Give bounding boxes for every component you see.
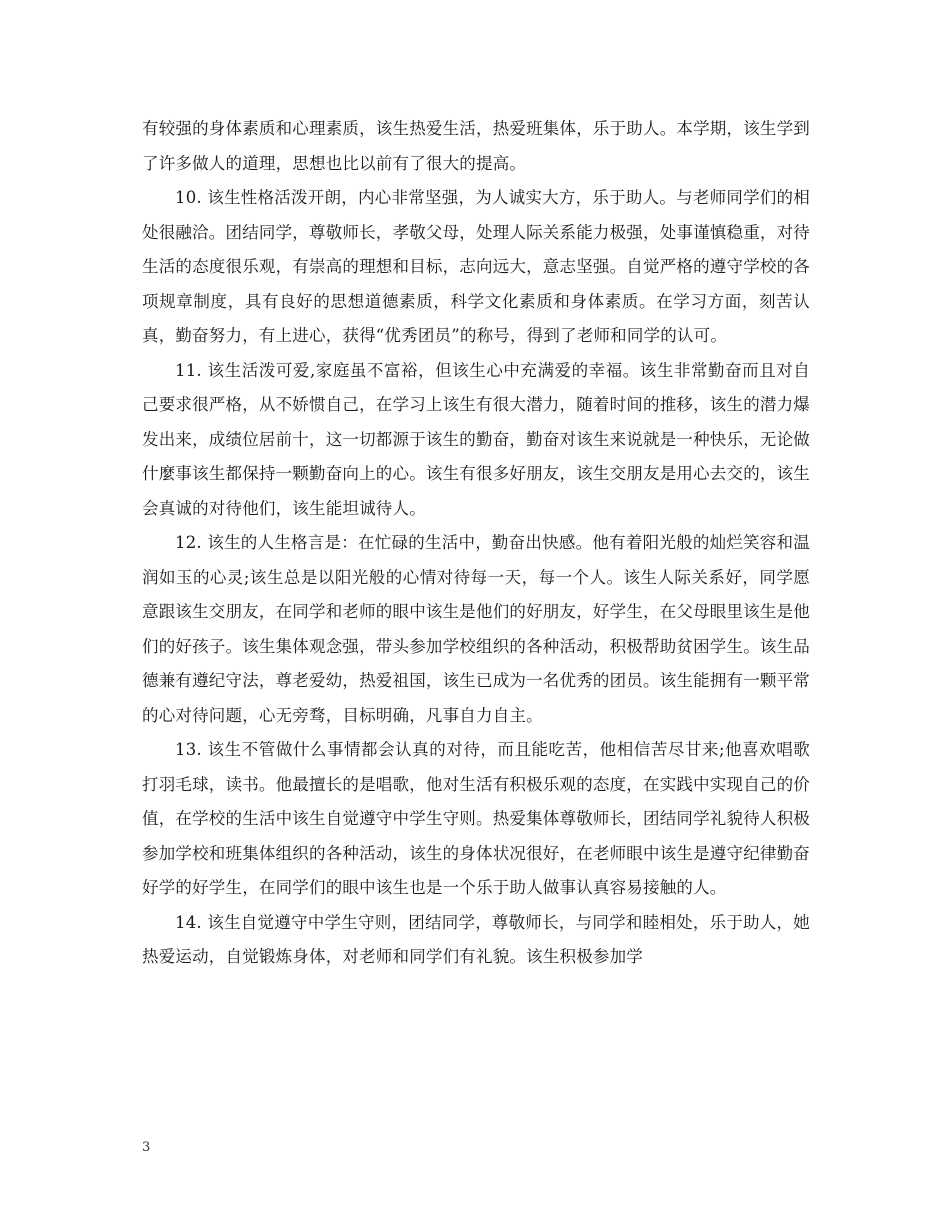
- document-body: [142, 112, 810, 975]
- paragraph-item-14: 14. 该生自觉遵守中学生守则，团结同学，尊敬师长，与同学和睦相处，乐于助人，她热爱运动，自觉锻炼身体，对老师和同学们有礼貌。该生积极参加学: [142, 912, 810, 966]
- paragraph-item-12: 12. 该生的人生格言是：在忙碌的生活中，勤奋出快感。他有着阳光般的灿烂笑容和温润如玉的心灵;该生总是以阳光般的心情对待每一天，每一个人。该生人际关系好，同学愿意跟该生交朋友，在同学和老师的眼中该生是他们的好朋友，好学生，在父母眼里该生是他们的好孩子。该生集体观念强，带头参加学校组织的各种活动，积极帮助贫困学生。该生品德兼有遵纪守法，尊老爱幼，热爱祖国，该生已成为一名优秀的团员。该生能拥有一颗平常的心对待问题，心无旁骛，目标明确，凡事自力自主。: [142, 533, 810, 725]
- paragraph-continuation: 有较强的身体素质和心理素质，该生热爱生活，热爱班集体，乐于助人。本学期，该生学到了许多做人的道理，思想也比以前有了很大的提高。: [142, 119, 810, 173]
- page-number: 3: [142, 1140, 151, 1155]
- paragraph-item-10: 10. 该生性格活泼开朗，内心非常坚强，为人诚实大方，乐于助人。与老师同学们的相处很融洽。团结同学，尊敬师长，孝敬父母，处理人际关系能力极强，处事谨慎稳重，对待生活的态度很乐观，有崇高的理想和目标，志向远大，意志坚强。自觉严格的遵守学校的各项规章制度，具有良好的思想道德素质，科学文化素质和身体素质。在学习方面，刻苦认真，勤奋努力，有上进心，获得“优秀团员”的称号，得到了老师和同学的认可。: [142, 188, 810, 345]
- paragraph-item-13: 13. 该生不管做什么事情都会认真的对待，而且能吃苦，他相信苦尽甘来;他喜欢唱歌打羽毛球，读书。他最擅长的是唱歌，他对生活有积极乐观的态度，在实践中实现自己的价值，在学校的生活中该生自觉遵守中学生守则。热爱集体尊敬师长，团结同学礼貌待人积极参加学校和班集体组织的各种活动，该生的身体状况很好，在老师眼中该生是遵守纪律勤奋好学的好学生，在同学们的眼中该生也是一个乐于助人做事认真容易接触的人。: [142, 740, 810, 897]
- paragraph-item-11: 11. 该生活泼可爱,家庭虽不富裕，但该生心中充满爱的幸福。该生非常勤奋而且对自己要求很严格，从不娇惯自己，在学习上该生有很大潜力，随着时间的推移，该生的潜力爆发出来，成绩位居前十，这一切都源于该生的勤奋，勤奋对该生来说就是一种快乐，无论做什麼事该生都保持一颗勤奋向上的心。该生有很多好朋友，该生交朋友是用心去交的，该生会真诚的对待他们，该生能坦诚待人。: [142, 360, 810, 518]
